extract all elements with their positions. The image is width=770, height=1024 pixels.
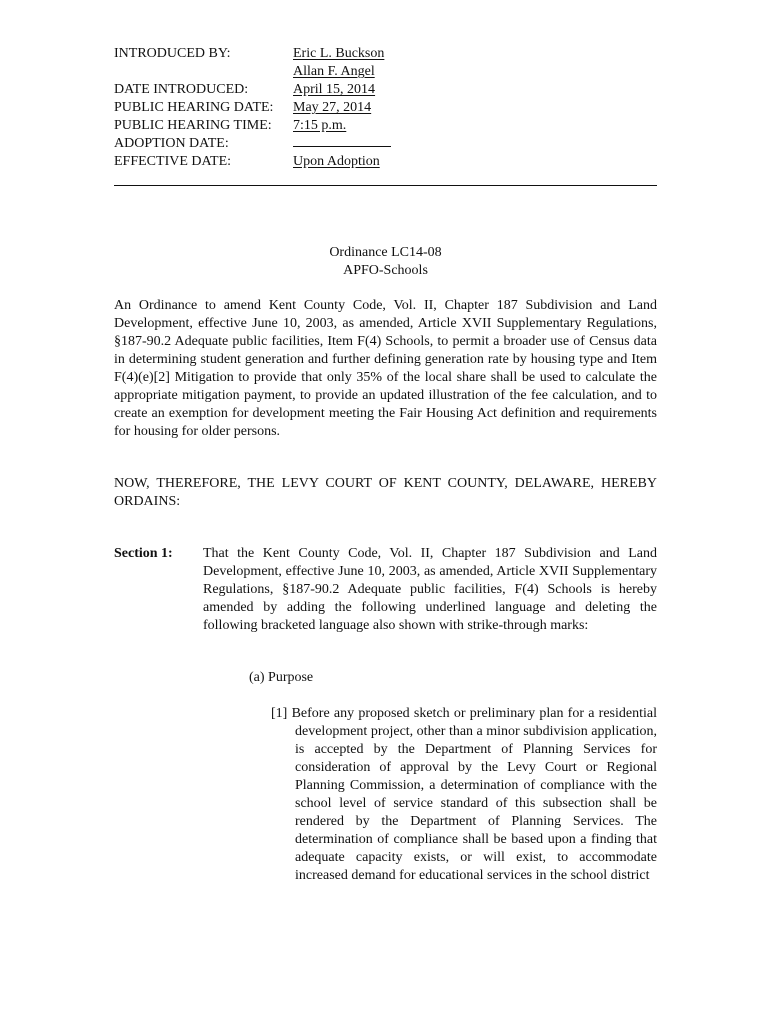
- date-introduced-row: [114, 81, 674, 99]
- adoption-date-label: ADOPTION DATE:: [114, 136, 229, 151]
- ordinance-number: Ordinance LC14-08: [329, 245, 442, 260]
- public-hearing-time-value: 7:15 p.m.: [293, 118, 347, 133]
- effective-date-row: [114, 153, 674, 171]
- introduced-by-label: INTRODUCED BY:: [114, 46, 231, 61]
- adoption-date-blank: [293, 135, 391, 147]
- subsection-a-heading: (a) Purpose: [249, 670, 314, 685]
- ordains-paragraph: NOW, THEREFORE, THE LEVY COURT OF KENT COUNTY, DELAWARE, HEREBY ORDAINS:: [114, 476, 657, 509]
- introduced-by-row: [114, 45, 674, 63]
- public-hearing-time-row: [114, 117, 674, 135]
- adoption-date-row: [114, 135, 674, 153]
- public-hearing-time-label: PUBLIC HEARING TIME:: [114, 118, 272, 133]
- introduced-by-sponsor-2: Allan F. Angel: [293, 64, 375, 79]
- effective-date-value: Upon Adoption: [293, 154, 380, 169]
- item-1-text: Before any proposed sketch or preliminary plan for a residential development project, other than a minor subdivision application, is accepted by the Department of Planning Services for consideration of approval by the Levy Court or Regional Planning Commission, a determination of compliance with the school level of service standard of this subsection shall be rendered by the Department of Planning Services. The determination of compliance shall be based upon a finding that adequate capacity exists, or will exist, to accommodate increased demand for educational services in the school district: [291, 706, 657, 883]
- item-1-number: [1]: [271, 706, 288, 721]
- date-introduced-value: April 15, 2014: [293, 82, 376, 97]
- item-1: [271, 705, 657, 885]
- section-1-label: Section 1:: [114, 546, 173, 561]
- effective-date-label: EFFECTIVE DATE:: [114, 154, 232, 169]
- ordinance-subject: APFO-Schools: [343, 263, 428, 278]
- introduced-by-sponsor-1: Eric L. Buckson: [293, 46, 385, 61]
- intro-paragraph: An Ordinance to amend Kent County Code, Vol. II, Chapter 187 Subdivision and Land Development, effective June 10, 2003, as amended, Article XVII Supplementary Regulations, §187-90.2 Adequate public facilities, Item F(4) Schools, to permit a broader use of Census data in determining student generation and further defining generation rate by housing type and Item F(4)(e)[2] Mitigation to provide that only 35% of the local share shall be used to calculate the appropriate mitigation payment, to provide an updated illustration of the fee calculation, and to create an exemption for development meeting the Fair Housing Act definition and requirements for housing for older persons.: [114, 298, 657, 439]
- public-hearing-date-label: PUBLIC HEARING DATE:: [114, 100, 274, 115]
- date-introduced-label: DATE INTRODUCED:: [114, 82, 249, 97]
- header-divider: [114, 185, 657, 186]
- public-hearing-date-value: May 27, 2014: [293, 100, 372, 115]
- section-1-text: That the Kent County Code, Vol. II, Chapter 187 Subdivision and Land Development, effective June 10, 2003, as amended, Article XVII Supplementary Regulations, §187-90.2 Adequate public facilities, F(4) Schools is hereby amended by adding the following underlined language and deleting the following bracketed language also shown with strike-through marks:: [203, 546, 657, 633]
- ordinance-header: [114, 45, 674, 171]
- public-hearing-date-row: [114, 99, 674, 117]
- ordinance-title: [114, 244, 657, 280]
- introduced-by-row-2: [114, 63, 674, 81]
- item-1-body: [271, 705, 657, 885]
